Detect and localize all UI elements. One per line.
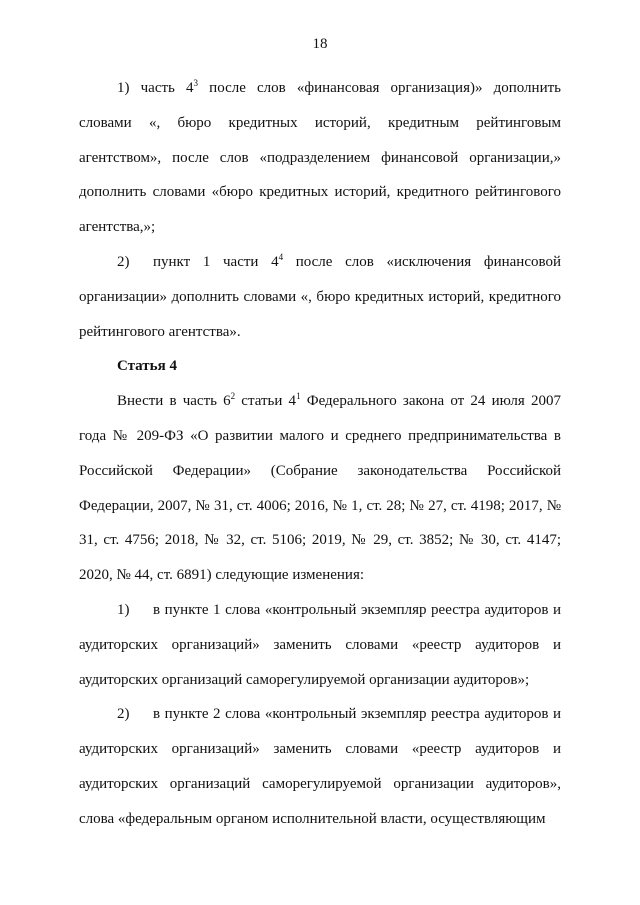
- item-2-number: 2): [117, 253, 130, 270]
- item-2-text-a: пункт 1 части 4: [153, 253, 279, 270]
- intro-text-c: Федерального закона от 24 июля 2007 года № 209-ФЗ «О развитии малого и среднего предпринимательства в Российской Федерации» (Собрание законодательства Российской Федерации, 2007, № 31, ст. 4006; 2016, № 1, ст. 28; № 27, ст. 4198; 2017, № 31, ст. 4756; 2018, № 32, ст. 5106; 2019, № 29, ст. 3852; № 30, ст. 4147; 2020, № 44, ст. 6891) следующие изменения:: [79, 393, 561, 584]
- intro-superscript-1: 2: [230, 391, 236, 402]
- item-1-text-a: 1) часть 4: [117, 80, 194, 96]
- change-1-text: в пункте 1 слова «контрольный экземпляр реестра аудиторов и аудиторских организаций» заменить словами «реестр аудиторов и аудиторских организаций саморегулируемой организации аудиторов»;: [79, 601, 561, 688]
- item-2-superscript: 4: [278, 251, 284, 262]
- intro-text-a: Внести в часть 6: [117, 393, 231, 410]
- intro-superscript-2: 1: [296, 391, 301, 402]
- paragraph-article-4-intro: [79, 384, 561, 593]
- item-2-text-b: после слов «исключения финансовой организации» дополнить словами «, бюро кредитных историй, кредитного рейтингового агентства».: [79, 253, 561, 340]
- article-heading: Статья 4: [117, 358, 177, 375]
- item-1-superscript: 3: [193, 78, 199, 88]
- document-body: [79, 71, 561, 837]
- change-1-number: 1): [117, 601, 130, 618]
- paragraph-item-2: [79, 245, 561, 349]
- change-2-number: 2): [117, 706, 130, 723]
- paragraph-change-2: [79, 697, 561, 836]
- change-2-text: в пункте 2 слова «контрольный экземпляр реестра аудиторов и аудиторских организаций» заменить словами «реестр аудиторов и аудиторских организаций саморегулируемой организации аудиторов», слова «федеральным органом исполнительной власти, осуществляющим: [79, 706, 561, 827]
- paragraph-item-1: [79, 71, 561, 245]
- page-number: 18: [312, 36, 328, 52]
- intro-text-b: статьи 4: [235, 393, 297, 410]
- paragraph-change-1: [79, 593, 561, 697]
- item-1-text-b: после слов «финансовая организация)» дополнить словами «, бюро кредитных историй, кредитным рейтинговым агентством», после слов «подразделением финансовой организации,» дополнить словами «бюро кредитных историй, кредитного рейтингового агентства,»;: [79, 80, 561, 236]
